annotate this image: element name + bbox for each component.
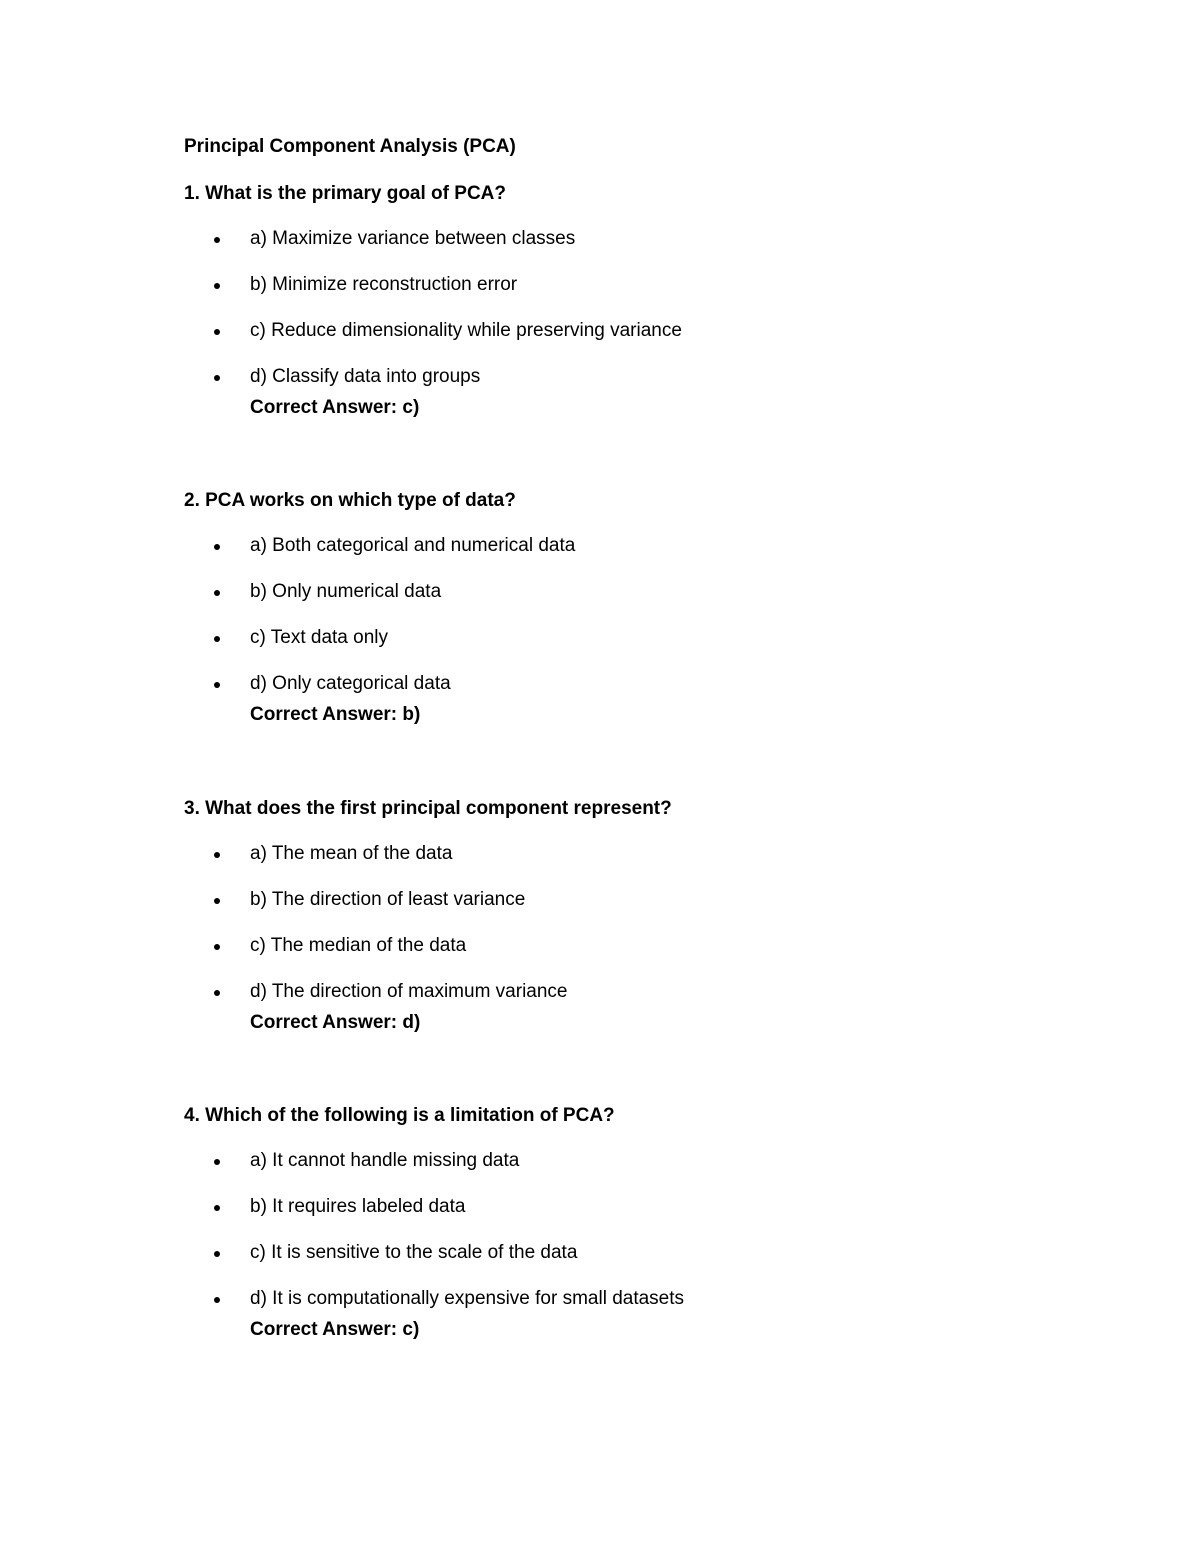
option-text: d) Classify data into groups	[250, 366, 481, 387]
question-text: 1. What is the primary goal of PCA?	[184, 183, 506, 204]
bullet-icon	[214, 329, 220, 335]
option-item	[184, 841, 1084, 867]
correct-answer: Correct Answer: b)	[250, 704, 421, 725]
question-block	[184, 488, 1084, 728]
option-text: b) Only numerical data	[250, 581, 442, 602]
option-text: d) The direction of maximum variance	[250, 981, 568, 1002]
option-item	[184, 1194, 1084, 1220]
question-text: 4. Which of the following is a limitation of PCA?	[184, 1105, 615, 1126]
correct-answer: Correct Answer: c)	[250, 397, 420, 418]
option-item	[184, 887, 1084, 913]
option-text: a) Both categorical and numerical data	[250, 535, 576, 556]
option-text: d) It is computationally expensive for small datasets	[250, 1288, 685, 1309]
option-text: b) The direction of least variance	[250, 889, 526, 910]
option-text: c) The median of the data	[250, 935, 467, 956]
option-text: b) It requires labeled data	[250, 1196, 466, 1217]
bullet-icon	[214, 590, 220, 596]
option-item	[184, 933, 1084, 959]
bullet-icon	[214, 944, 220, 950]
bullet-icon	[214, 1251, 220, 1257]
correct-answer: Correct Answer: c)	[250, 1319, 420, 1340]
option-item	[184, 364, 1084, 390]
bullet-icon	[214, 990, 220, 996]
option-text: c) It is sensitive to the scale of the data	[250, 1242, 578, 1263]
option-item	[184, 625, 1084, 651]
option-list	[184, 841, 1084, 1005]
bullet-icon	[214, 544, 220, 550]
bullet-icon	[214, 1159, 220, 1165]
document-title: Principal Component Analysis (PCA)	[184, 136, 516, 157]
option-text: d) Only categorical data	[250, 673, 451, 694]
bullet-icon	[214, 283, 220, 289]
bullet-icon	[214, 1205, 220, 1211]
option-text: c) Text data only	[250, 627, 389, 648]
correct-answer: Correct Answer: d)	[250, 1012, 421, 1033]
bullet-icon	[214, 237, 220, 243]
option-item	[184, 671, 1084, 697]
question-block	[184, 796, 1084, 1036]
option-item	[184, 533, 1084, 559]
option-item	[184, 979, 1084, 1005]
bullet-icon	[214, 1297, 220, 1303]
bullet-icon	[214, 682, 220, 688]
option-text: a) The mean of the data	[250, 843, 453, 864]
option-text: a) It cannot handle missing data	[250, 1150, 520, 1171]
option-list	[184, 1148, 1084, 1312]
bullet-icon	[214, 636, 220, 642]
bullet-icon	[214, 375, 220, 381]
option-item	[184, 1240, 1084, 1266]
option-item	[184, 1286, 1084, 1312]
option-item	[184, 579, 1084, 605]
option-item	[184, 272, 1084, 298]
option-text: c) Reduce dimensionality while preserving variance	[250, 320, 682, 341]
question-text: 3. What does the first principal component represent?	[184, 798, 672, 819]
question-block	[184, 181, 1084, 421]
option-list	[184, 533, 1084, 697]
option-text: b) Minimize reconstruction error	[250, 274, 518, 295]
bullet-icon	[214, 898, 220, 904]
option-item	[184, 226, 1084, 252]
option-list	[184, 226, 1084, 390]
option-item	[184, 1148, 1084, 1174]
option-text: a) Maximize variance between classes	[250, 228, 576, 249]
option-item	[184, 318, 1084, 344]
question-block	[184, 1103, 1084, 1343]
bullet-icon	[214, 852, 220, 858]
question-text: 2. PCA works on which type of data?	[184, 490, 516, 511]
